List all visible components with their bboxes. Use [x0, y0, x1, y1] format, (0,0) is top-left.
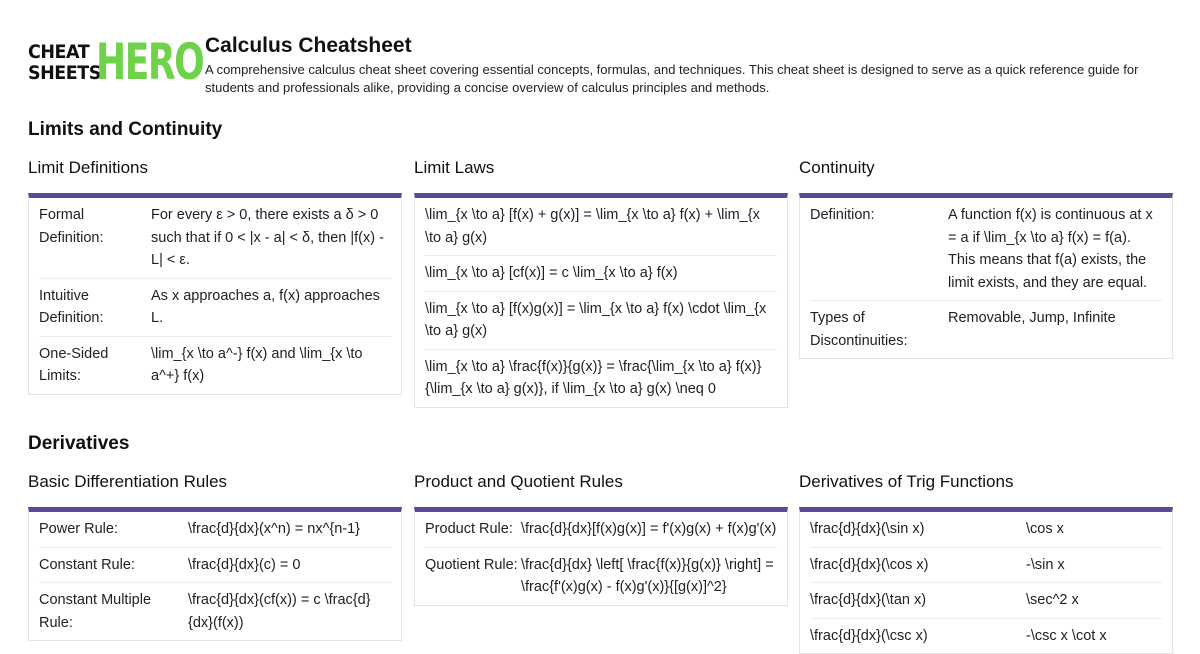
- cheatsheets-hero-logo[interactable]: [28, 33, 204, 91]
- table-row: [810, 198, 1162, 301]
- panel-title: Derivatives of Trig Functions: [799, 472, 1014, 491]
- row-value: \frac{d}{dx}[f(x)g(x)] = f'(x)g(x) + f(x)g'(x): [521, 521, 777, 537]
- panel-limit-definitions: [28, 157, 402, 395]
- table-row: [810, 512, 1162, 548]
- row-value: \lim_{x \to a} [f(x) + g(x)] = \lim_{x \to a} f(x) + \lim_{x \to a} g(x): [425, 207, 760, 246]
- panel-trig-derivatives: [799, 471, 1173, 654]
- row-value: \frac{d}{dx}(cf(x)) = c \frac{d}{dx}(f(x)): [188, 592, 371, 631]
- panel-title: Basic Differentiation Rules: [28, 472, 228, 491]
- row-value: Removable, Jump, Infinite: [948, 310, 1116, 326]
- table-row: [39, 279, 391, 337]
- card: [799, 507, 1173, 654]
- table-row: [425, 512, 777, 548]
- row-value: As x approaches a, f(x) approaches L.: [151, 287, 380, 326]
- table-row: [39, 512, 391, 548]
- panel-limit-laws: [414, 157, 788, 408]
- page-header: [28, 34, 1178, 104]
- card: [28, 193, 402, 395]
- row-key: \frac{d}{dx}(\csc x): [810, 627, 928, 644]
- row-value: \lim_{x \to a} [f(x)g(x)] = \lim_{x \to a} f(x) \cdot \lim_{x \to a} g(x): [425, 300, 767, 339]
- panel-title: Product and Quotient Rules: [414, 472, 623, 491]
- section-title-derivatives: Derivatives: [28, 433, 130, 454]
- row-key: Power Rule:: [39, 521, 118, 537]
- row-key: One-Sided Limits:: [39, 345, 109, 384]
- panel-basic-differentiation: [28, 471, 402, 641]
- row-value: \frac{d}{dx}(x^n) = nx^{n-1}: [188, 521, 361, 537]
- card: [799, 193, 1173, 359]
- row-value: For every ε > 0, there exists a δ > 0 such that if 0 < |x - a| < δ, then |f(x) - L| < ε.: [151, 207, 384, 268]
- table-row: [425, 350, 777, 407]
- section-title-limits: Limits and Continuity: [28, 119, 223, 140]
- panel-continuity: [799, 157, 1173, 359]
- row-value: \lim_{x \to a^-} f(x) and \lim_{x \to a^+} f(x): [151, 345, 363, 384]
- panel-title: Continuity: [799, 158, 875, 177]
- table-row: [39, 583, 391, 640]
- page-title: Calculus Cheatsheet: [205, 34, 412, 57]
- row-value: \lim_{x \to a} \frac{f(x)}{g(x)} = \frac{\lim_{x \to a} f(x)}{\lim_{x \to a} g(x)}, if \lim_{x \to a} g(x) \neq 0: [425, 358, 762, 397]
- row-value: \frac{d}{dx} \left[ \frac{f(x)}{g(x)} \right] = \frac{f'(x)g(x) - f(x)g'(x)}{[g(x)]^2}: [521, 556, 774, 595]
- row-key: \frac{d}{dx}(\cos x): [810, 556, 929, 573]
- page-description: A comprehensive calculus cheat sheet covering essential concepts, formulas, and techniques. This cheat sheet is designed to serve as a quick reference guide for students and professionals alike, providing a concise overview of calculus principles and methods.: [205, 62, 1139, 95]
- row-key: \frac{d}{dx}(\tan x): [810, 592, 927, 608]
- row-value: \frac{d}{dx}(c) = 0: [188, 556, 301, 573]
- card: [414, 193, 788, 408]
- row-key: \frac{d}{dx}(\sin x): [810, 521, 925, 537]
- row-value: -\sin x: [1026, 556, 1065, 573]
- table-row: [39, 198, 391, 279]
- row-value: \cos x: [1026, 521, 1064, 537]
- row-key: Constant Multiple Rule:: [39, 592, 152, 631]
- panel-title: Limit Definitions: [28, 158, 148, 177]
- table-row: [39, 337, 391, 394]
- row-value: \lim_{x \to a} [cf(x)] = c \lim_{x \to a} f(x): [425, 265, 678, 281]
- row-value: A function f(x) is continuous at x = a if \lim_{x \to a} f(x) = f(a). This means that f(a) exists, the limit exists, and they are equal.: [948, 207, 1153, 291]
- logo-line-2: SHEETS: [28, 62, 101, 84]
- row-key: Product Rule:: [425, 521, 513, 537]
- logo-hero: HERO: [96, 33, 204, 91]
- table-row: [810, 619, 1162, 654]
- table-row: [425, 548, 777, 605]
- row-key: Quotient Rule:: [425, 556, 518, 573]
- panel-title: Limit Laws: [414, 158, 495, 177]
- table-row: [425, 256, 777, 292]
- table-row: [425, 198, 777, 256]
- table-row: [810, 301, 1162, 358]
- table-row: [810, 548, 1162, 584]
- row-value: -\csc x \cot x: [1026, 627, 1107, 644]
- row-key: Intuitive Definition:: [39, 287, 104, 326]
- logo-line-1: CHEAT: [28, 41, 90, 63]
- row-key: Formal Definition:: [39, 207, 104, 246]
- card: [414, 507, 788, 606]
- table-row: [425, 292, 777, 350]
- card: [28, 507, 402, 641]
- row-key: Definition:: [810, 207, 875, 223]
- logo-wordmark: [28, 42, 101, 84]
- row-key: Constant Rule:: [39, 556, 135, 573]
- panel-product-quotient: [414, 471, 788, 606]
- row-key: Types of Discontinuities:: [810, 310, 908, 349]
- table-row: [39, 548, 391, 584]
- table-row: [810, 583, 1162, 619]
- row-value: \sec^2 x: [1026, 592, 1079, 608]
